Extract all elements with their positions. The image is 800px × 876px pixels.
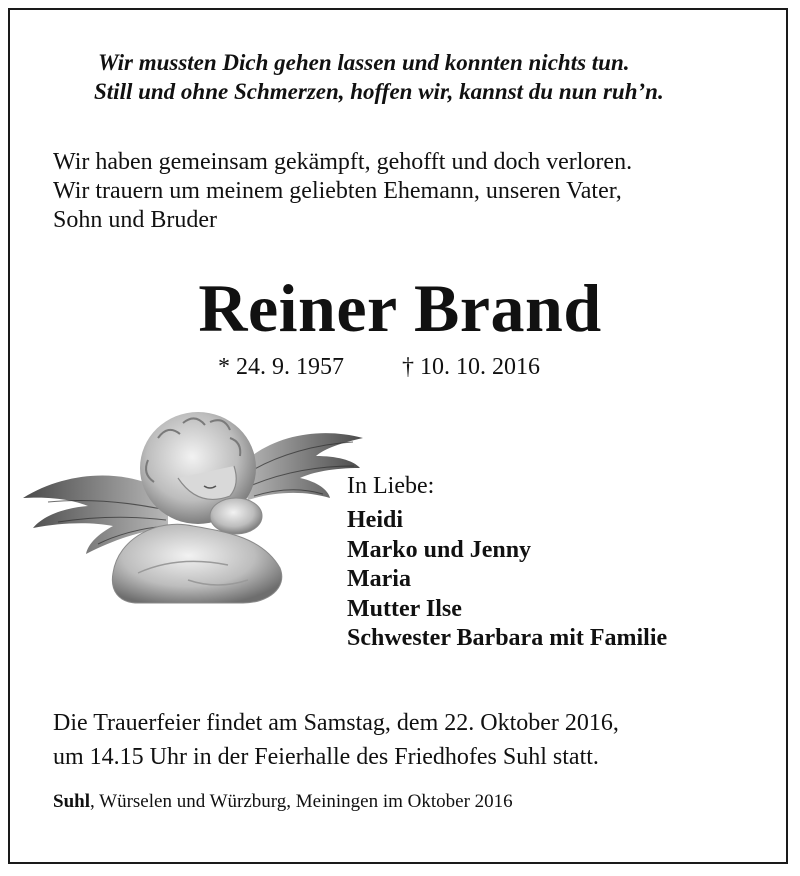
intro-text (53, 148, 753, 235)
motto (94, 48, 778, 106)
life-dates (218, 352, 540, 382)
mourners-list (347, 506, 667, 654)
intro-line-2: Wir trauern um meinem geliebten Ehemann, unseren Vater, (53, 178, 622, 204)
mourner-name: Schwester Barbara mit Familie (347, 625, 668, 651)
deceased-name: Reiner Brand (198, 270, 602, 346)
intro-line-1: Wir haben gemeinsam gekämpft, gehofft und doch verloren. (53, 149, 633, 175)
mourner-name: Marko und Jenny (347, 536, 532, 563)
mourner-name: Maria (347, 566, 411, 592)
intro-line-3: Sohn und Bruder (53, 207, 217, 233)
place-bold: Suhl (53, 791, 90, 812)
motto-line-2: Still und ohne Schmerzen, hoffen wir, kannst du nun ruh’n. (94, 79, 664, 104)
place-rest: , Würselen und Würzburg, Meiningen im Oktober 2016 (89, 791, 513, 812)
service-line-2: um 14.15 Uhr in der Feierhalle des Friedhofes Suhl statt. (53, 744, 599, 770)
service-line-1: Die Trauerfeier findet am Samstag, dem 22. Oktober 2016, (53, 710, 619, 736)
mourners-heading: In Liebe: (347, 473, 435, 499)
birth-date: * 24. 9. 1957 (218, 354, 344, 380)
death-date: † 10. 10. 2016 (402, 354, 540, 380)
funeral-service-info (53, 706, 773, 774)
mourner-name: Mutter Ilse (347, 595, 462, 622)
motto-line-1: Wir mussten Dich gehen lassen und konnten nichts tun. (98, 50, 630, 75)
mourner-name: Heidi (347, 507, 404, 533)
place-and-date (53, 790, 513, 814)
cherub-angel-icon (18, 398, 368, 613)
